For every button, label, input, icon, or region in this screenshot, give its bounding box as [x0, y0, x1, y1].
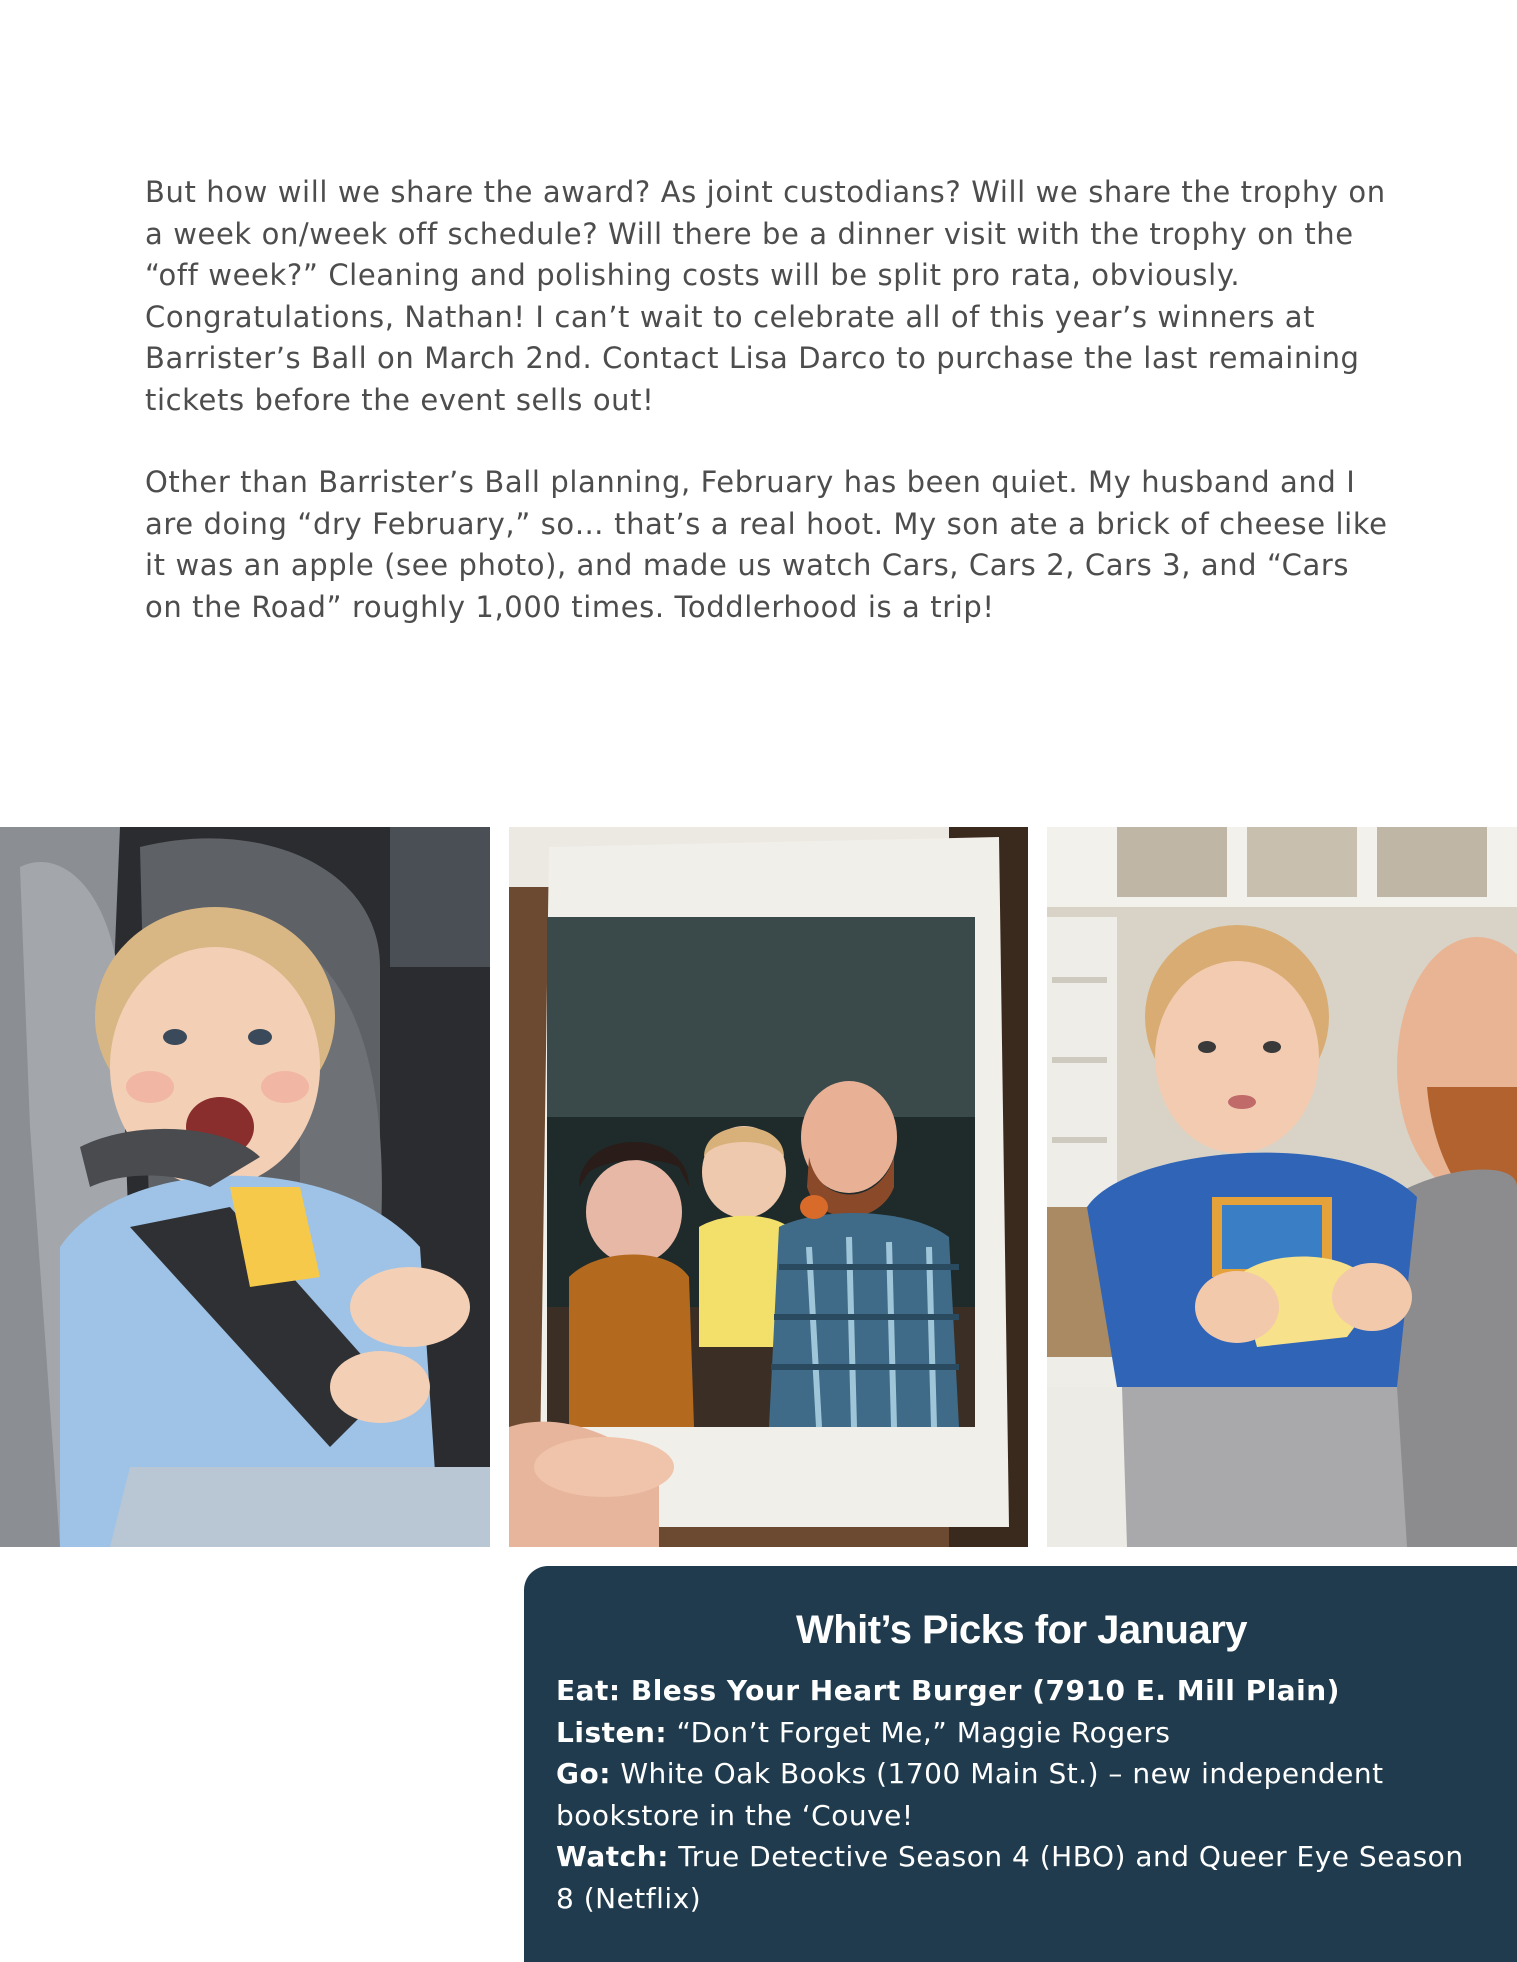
picks-eat-label: Eat: Bless Your Heart Burger (7910 E. Mill Plain) [556, 1674, 1340, 1707]
picks-listen-label: Listen: [556, 1715, 668, 1749]
picks-watch-value: True Detective Season 4 (HBO) and Queer Eye Season 8 (Netflix) [556, 1840, 1464, 1915]
picks-listen-value: “Don’t Forget Me,” Maggie Rogers [667, 1715, 1171, 1749]
photo-toddler-cheese-image [1047, 827, 1517, 1547]
picks-title: Whit’s Picks for January [795, 1608, 1248, 1652]
picks-watch-label: Watch: [556, 1840, 669, 1873]
picks-box [524, 1566, 1517, 1962]
picks-item-listen [556, 1712, 1487, 1754]
picks-go-value: White Oak Books (1700 Main St.) – new independent bookstore in the ‘Couve! [556, 1757, 1384, 1832]
photo-instant-family [509, 827, 1028, 1547]
article-paragraph: But how will we share the award? As joint custodians? Will we share the trophy on a week on/week off schedule? Will there be a dinner visit with the trophy on the “off week?” Cleaning and polishing costs will be split pro rata, obviously. Congratulations, Nathan! I can’t wait to celebrate all of this year’s winners at Barrister’s Ball on March 2nd. Contact Lisa Darco to purchase the last remaining tickets before the event sells out! [145, 175, 1386, 417]
picks-item-eat [556, 1670, 1487, 1712]
photo-toddler-car-seat [0, 827, 490, 1547]
picks-list [556, 1670, 1487, 1919]
article-paragraph: Other than Barrister’s Ball planning, February has been quiet. My husband and I are doing “dry February,” so… that’s a real hoot. My son ate a brick of cheese like it was an apple (see photo), and made us watch Cars, Cars 2, Cars 3, and “Cars on the Road” roughly 1,000 times. Toddlerhood is a trip! [145, 465, 1388, 624]
photo-toddler-car-seat-image [0, 827, 490, 1547]
photo-toddler-cheese [1047, 827, 1517, 1547]
picks-item-go [556, 1753, 1487, 1836]
picks-go-label: Go: [556, 1757, 611, 1790]
photo-instant-family-image [509, 827, 1028, 1547]
picks-item-watch [556, 1836, 1487, 1919]
